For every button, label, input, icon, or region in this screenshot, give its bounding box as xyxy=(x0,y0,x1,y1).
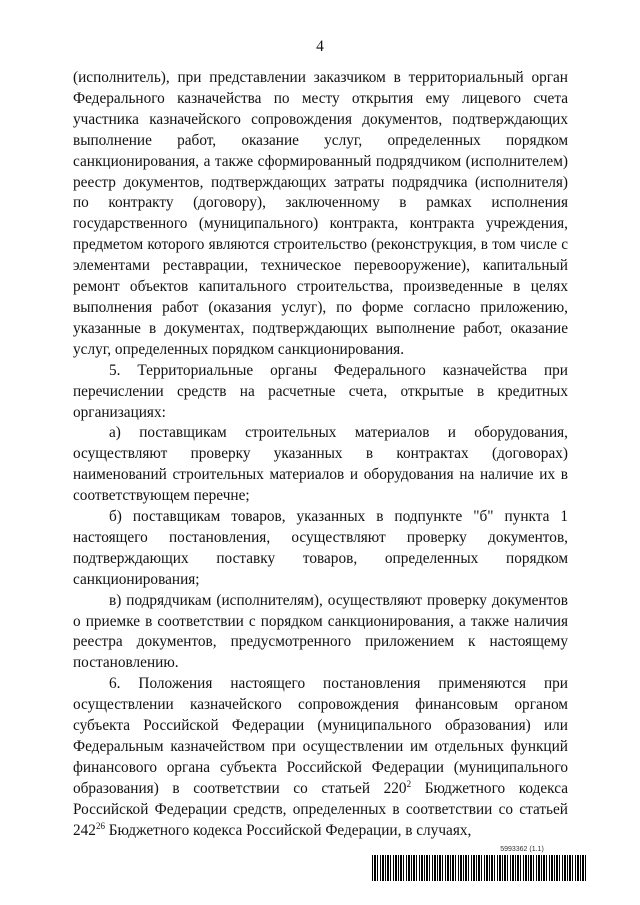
paragraph-6-text-2: Бюджетного кодекса Российской Федерации средств, определенных в соответствии со статьей 242 xyxy=(73,779,568,839)
subparagraph-a: а) поставщикам строительных материалов и оборудования, осуществляют проверку указанных в контрактах (договорах) наименований строительных материалов и оборудования на наличие их в соответствующем перечне; xyxy=(73,424,568,505)
paragraph-5: 5. Территориальные органы Федерального казначейства при перечислении средств на расчетные счета, открытые в кредитных организациях: xyxy=(73,361,568,421)
paragraph-continuation: (исполнитель), при представлении заказчиком в территориальный орган Федерального казначейства по месту открытия ему лицевого счета участника казначейского сопровождения документов, подтверждающих выполнение работ, оказание услуг, определенных порядком санкционирования, а также сформированный подрядчиком (исполнителем) реестр документов, подтверждающих затраты подрядчика (исполнителя) по контракту (договору), заключенному в рамках исполнения государственного (муниципального) контракта, контракта учреждения, предметом которого являются строительство (реконструкция, в том числе с элементами реставрации, техническое перевооружение), капитальный ремонт объектов капитального строительства, произведенные в целях выполнения работ (оказания услуг), по форме согласно приложению, указанные в документах, подтверждающих выполнение работ, оказание услуг, определенных порядком санкционирования. xyxy=(73,69,568,358)
subparagraph-b: б) поставщикам товаров, указанных в подпункте "б" пункта 1 настоящего постановления, осуществляют проверку документов, подтверждающих поставку товаров, определенных порядком санкционирования; xyxy=(73,508,568,588)
article-superscript-1: 2 xyxy=(406,778,412,789)
paragraph-6 xyxy=(73,674,568,841)
subparagraph-v: в) подрядчикам (исполнителям), осуществляют проверку документов о приемке в соответствии с порядком санкционирования, а также наличия реестра документов, предусмотренного приложением к настоящему постановлению. xyxy=(73,591,568,672)
document-body xyxy=(73,68,568,842)
article-superscript-2: 26 xyxy=(95,820,105,831)
paragraph-6-text-1: 6. Положения настоящего постановления применяются при осуществлении казначейского сопровождения финансовым органом субъекта Российской Федерации (муниципального образования) или Федеральным казначейством при осуществлении им отдельных функций финансового органа субъекта Российской Федерации (муниципального образования) в соответствии со статьей 220 xyxy=(73,675,568,797)
document-code: 5993362 (1.1) xyxy=(500,846,544,853)
barcode-image xyxy=(372,855,587,881)
page-number: 4 xyxy=(316,38,324,55)
paragraph-6-text-3: Бюджетного кодекса Российской Федерации, в случаях, xyxy=(104,821,472,839)
